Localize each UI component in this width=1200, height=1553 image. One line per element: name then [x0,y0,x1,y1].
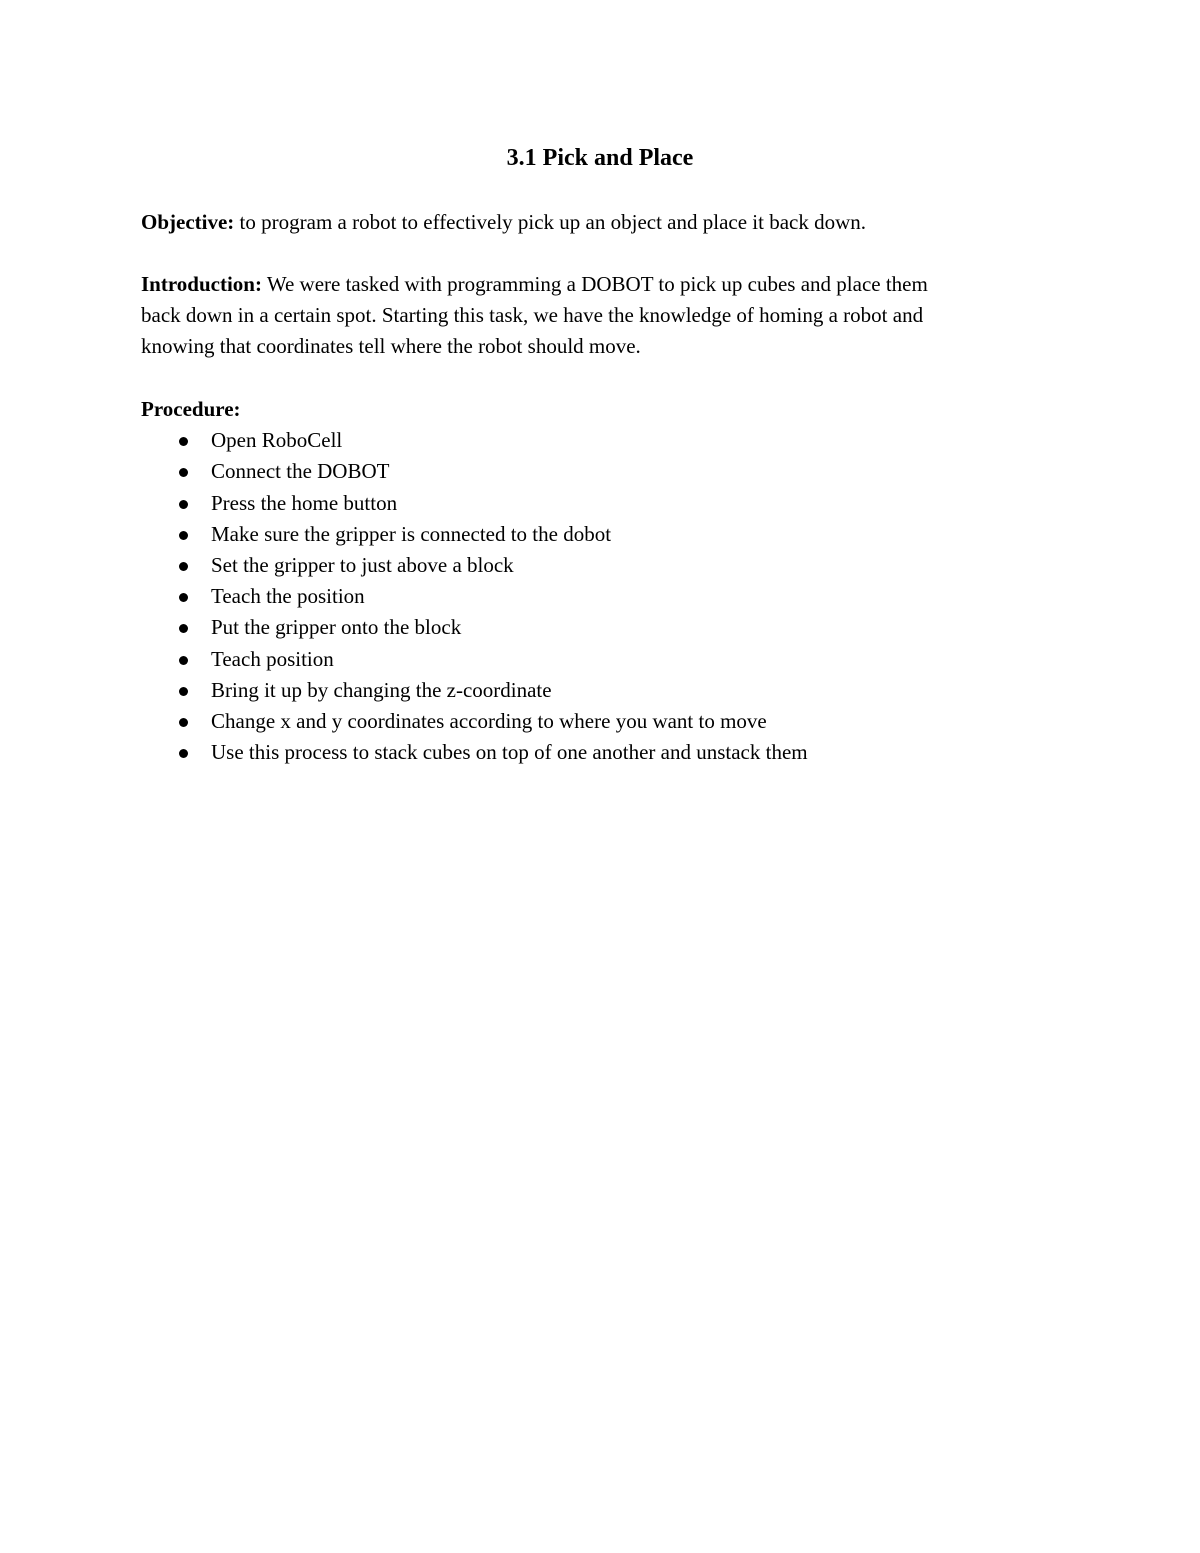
document-title: 3.1 Pick and Place [506,145,694,171]
procedure-label: Procedure: [141,397,241,421]
bullet-icon [179,531,188,540]
step-text: Use this process to stack cubes on top of one another and unstack them [211,740,808,765]
list-item [141,550,1041,581]
bullet-icon [179,593,188,602]
bullet-icon [179,656,188,665]
list-item [141,675,1041,706]
step-text: Teach the position [211,584,365,609]
list-item [141,581,1041,612]
list-item [141,706,1041,737]
introduction-paragraph [141,269,1041,363]
step-text: Press the home button [211,490,398,515]
step-text: Change x and y coordinates according to where you want to move [211,708,767,733]
list-item [141,737,1041,768]
list-item [141,456,1041,487]
step-text: Open RoboCell [211,428,343,453]
list-item [141,488,1041,519]
introduction-line-3: knowing that coordinates tell where the robot should move. [141,334,641,359]
bullet-icon [179,500,188,509]
step-text: Connect the DOBOT [211,459,390,484]
introduction-line-2: back down in a certain spot. Starting this task, we have the knowledge of homing a robot and [141,303,924,328]
introduction-label: Introduction: [141,272,262,296]
step-text: Teach position [211,646,334,671]
step-text: Bring it up by changing the z-coordinate [211,677,552,702]
bullet-icon [179,718,188,727]
introduction-text-1: We were tasked with programming a DOBOT to pick up cubes and place them [261,272,928,296]
bullet-icon [179,437,188,446]
bullet-icon [179,624,188,633]
procedure-list [141,425,1041,768]
introduction-line-1 [141,269,1041,300]
bullet-icon [179,562,188,571]
bullet-icon [179,749,188,758]
bullet-icon [179,687,188,696]
step-text: Make sure the gripper is connected to the dobot [211,521,612,546]
objective-label: Objective: [141,210,235,234]
objective-text: to program a robot to effectively pick up an object and place it back down. [234,210,867,234]
list-item [141,644,1041,675]
list-item [141,425,1041,456]
objective-paragraph [141,207,1041,238]
bullet-icon [179,468,188,477]
procedure-section [141,394,1041,768]
step-text: Put the gripper onto the block [211,615,462,640]
step-text: Set the gripper to just above a block [211,552,514,577]
list-item [141,612,1041,643]
list-item [141,519,1041,550]
